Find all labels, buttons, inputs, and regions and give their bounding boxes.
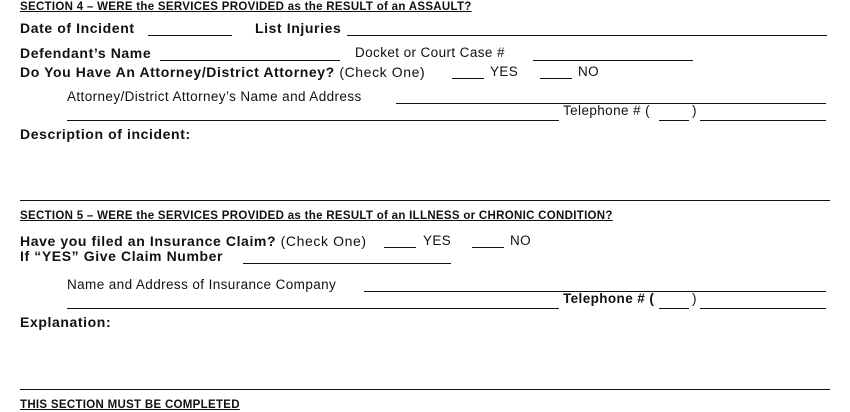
insurance-no-blank[interactable] [472,233,504,248]
description-label: Description of incident: [20,126,191,142]
insurance-no-label: NO [510,233,532,248]
insurance-company-address-input[interactable] [67,294,559,309]
attorney-no-label: NO [578,64,600,79]
attorney-check-one: (Check One) [339,64,426,80]
insurance-check-one: (Check One) [280,233,367,249]
insurance-telephone-label: Telephone # ( [563,291,655,306]
attorney-name-input[interactable] [396,89,826,104]
attorney-question-text: Do You Have An Attorney/District Attorney? [20,64,335,80]
attorney-question [20,64,425,80]
attorney-name-label: Attorney/District Attorney’s Name and Address [67,89,362,104]
insurance-area-code-input[interactable] [659,294,689,309]
section5-divider [20,389,830,390]
claim-number-label: If “YES” Give Claim Number [20,248,224,264]
docket-label: Docket or Court Case # [355,45,505,60]
section4-divider [20,200,830,201]
section5-header: SECTION 5 – WERE the SERVICES PROVIDED as the RESULT of an ILLNESS or CHRONIC CONDITION? [20,210,613,222]
insurance-yes-label: YES [423,233,452,248]
insurance-telephone-close: ) [692,291,697,306]
date-of-incident-input[interactable] [148,21,232,36]
attorney-no-blank[interactable] [540,64,572,79]
attorney-telephone-close: ) [692,103,697,118]
defendant-name-label: Defendant’s Name [20,45,152,61]
section4-header: SECTION 4 – WERE the SERVICES PROVIDED as the RESULT of an ASSAULT? [20,1,472,13]
insurance-company-name-input[interactable] [364,277,826,292]
list-injuries-input[interactable] [347,21,827,36]
attorney-yes-blank[interactable] [452,64,484,79]
list-injuries-label: List Injuries [255,20,342,36]
attorney-telephone-label: Telephone # ( [563,103,651,118]
section6-header: THIS SECTION MUST BE COMPLETED [20,399,240,411]
attorney-address-input[interactable] [67,106,559,121]
insurance-telephone-input[interactable] [700,294,826,309]
date-of-incident-label: Date of Incident [20,20,135,36]
attorney-area-code-input[interactable] [659,106,689,121]
explanation-input[interactable] [20,333,834,387]
insurance-yes-blank[interactable] [384,233,416,248]
insurance-question [20,233,367,249]
defendant-name-input[interactable] [160,46,340,61]
docket-input[interactable] [533,46,693,61]
attorney-telephone-input[interactable] [700,106,826,121]
description-input[interactable] [20,145,834,199]
insurance-company-label: Name and Address of Insurance Company [67,277,337,292]
insurance-question-text: Have you filed an Insurance Claim? [20,233,277,249]
claim-number-input[interactable] [243,249,451,264]
attorney-yes-label: YES [490,64,519,79]
explanation-label: Explanation: [20,314,112,330]
